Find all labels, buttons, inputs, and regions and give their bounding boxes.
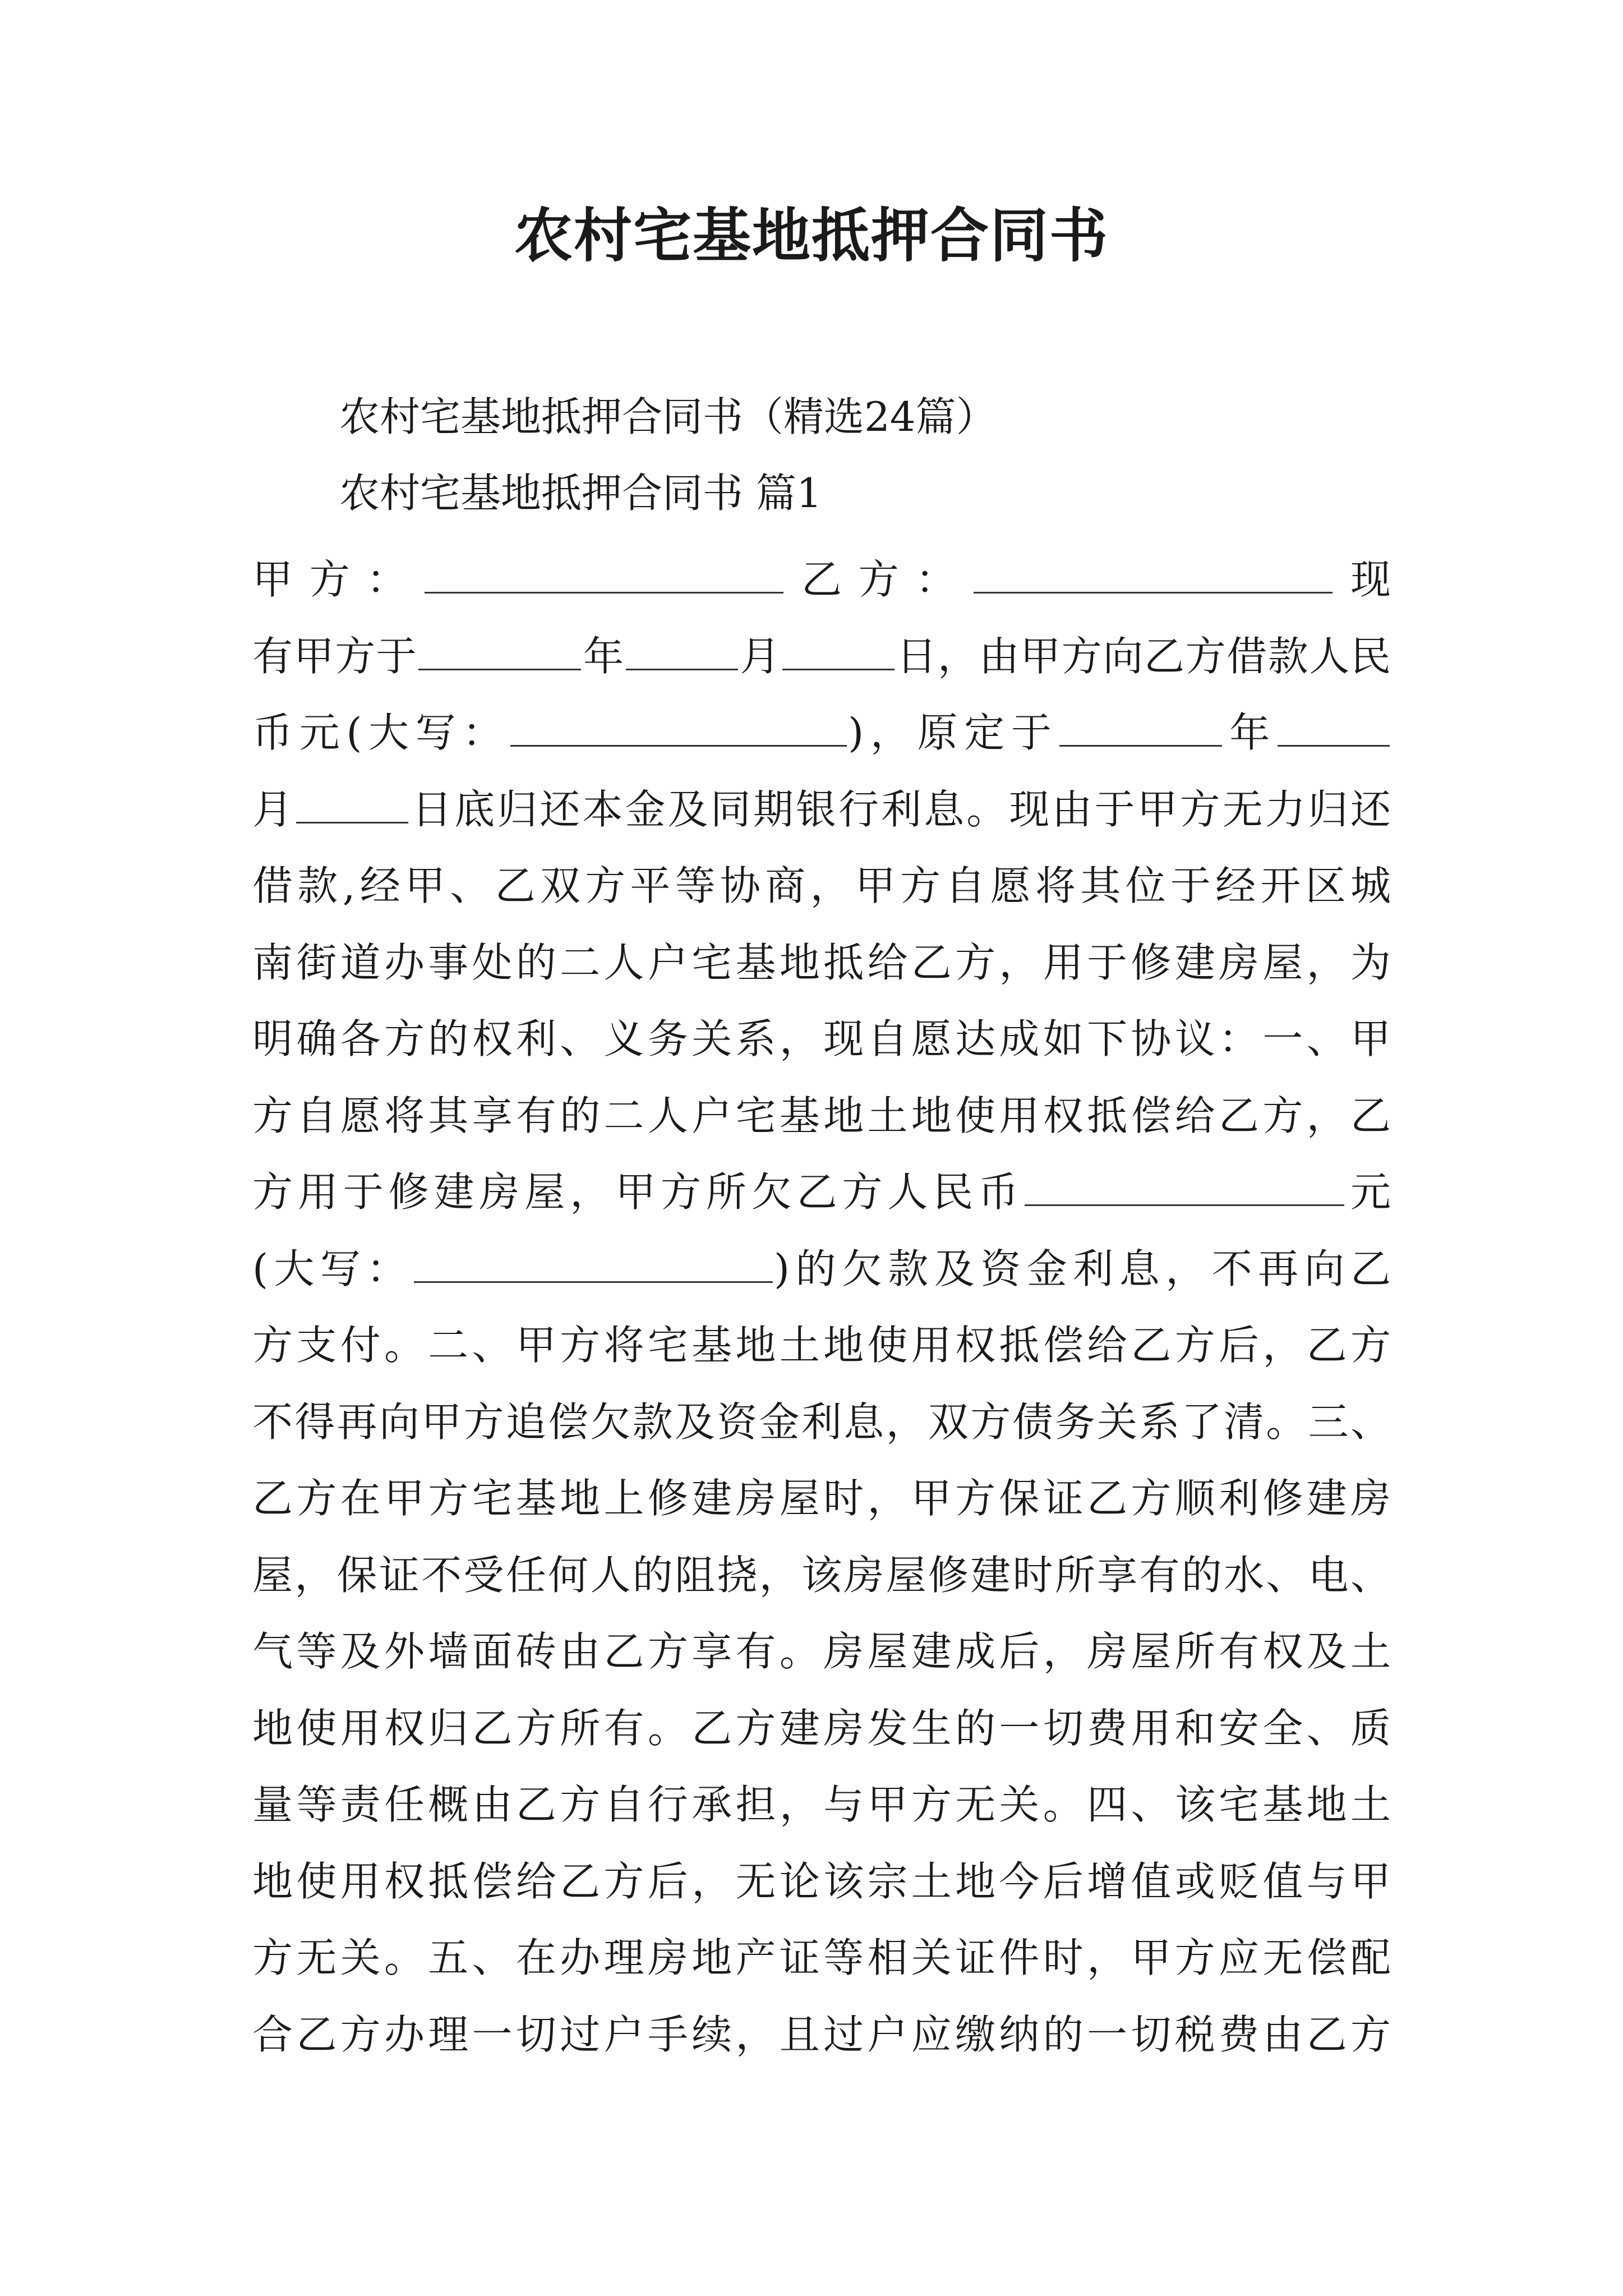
body-line: 方支付。二、甲方将宅基地土地使用权抵偿给乙方后，乙方 bbox=[252, 1322, 1391, 1369]
body-line: 地使用权抵偿给乙方后，无论该宗土地今后增值或贬值与甲 bbox=[252, 1857, 1391, 1905]
body-line: 乙方在甲方宅基地上修建房屋时，甲方保证乙方顺利修建房 bbox=[252, 1475, 1391, 1522]
body-text: 现 bbox=[1334, 556, 1391, 603]
contract-body bbox=[252, 541, 1391, 2073]
body-line bbox=[252, 771, 1391, 848]
body-line: 合乙方办理一切过户手续，且过户应缴纳的一切税费由乙方 bbox=[252, 2010, 1391, 2058]
body-text: (大写： bbox=[252, 1245, 413, 1292]
body-line: 明确各方的权利、义务关系，现自愿达成如下协议：一、甲 bbox=[252, 1015, 1391, 1062]
amount-blank bbox=[1025, 1164, 1344, 1206]
body-text: 月 bbox=[252, 785, 296, 833]
body-text: 元 bbox=[1345, 1168, 1391, 1216]
body-line: 方自愿将其享有的二人户宅基地土地使用权抵偿给乙方，乙 bbox=[252, 1092, 1391, 1139]
amount-in-words-blank bbox=[414, 1241, 773, 1283]
body-line bbox=[252, 541, 1391, 618]
body-text: )的欠款及资金利息，不再向乙 bbox=[773, 1245, 1391, 1292]
year-blank bbox=[1059, 705, 1222, 747]
body-text: 币元(大写： bbox=[252, 709, 510, 756]
body-line: 气等及外墙面砖由乙方享有。房屋建成后，房屋所有权及土 bbox=[252, 1628, 1391, 1675]
body-line: 地使用权归乙方所有。乙方建房发生的一切费用和安全、质 bbox=[252, 1704, 1391, 1752]
day-blank bbox=[296, 781, 408, 823]
body-line bbox=[252, 1231, 1391, 1308]
section-heading: 农村宅基地抵押合同书 篇1 bbox=[339, 470, 822, 517]
party-b-blank bbox=[974, 551, 1332, 593]
body-text: 年 bbox=[1223, 709, 1276, 756]
body-line: 不得再向甲方追偿欠款及资金利息，双方债务关系了清。三、 bbox=[252, 1398, 1391, 1446]
document-subtitle: 农村宅基地抵押合同书（精选24篇） bbox=[339, 393, 997, 440]
party-b-label: 乙方： bbox=[785, 556, 973, 603]
body-line bbox=[252, 694, 1391, 771]
month-blank bbox=[1278, 705, 1390, 747]
body-text: 月 bbox=[739, 632, 781, 680]
month-blank bbox=[626, 628, 738, 670]
body-text: )，原定于 bbox=[848, 709, 1058, 756]
party-a-blank bbox=[425, 551, 783, 593]
body-text: 年 bbox=[582, 632, 625, 680]
document-title: 农村宅基地抵押合同书 bbox=[514, 201, 1109, 270]
year-blank bbox=[418, 628, 581, 670]
body-text: 有甲方于 bbox=[252, 632, 418, 680]
party-a-label: 甲方： bbox=[252, 556, 424, 603]
body-line: 借款,经甲、乙双方平等协商，甲方自愿将其位于经开区城 bbox=[252, 862, 1391, 909]
body-line bbox=[252, 618, 1391, 695]
body-line: 屋，保证不受任何人的阻挠，该房屋修建时所享有的水、电、 bbox=[252, 1551, 1391, 1599]
body-text: 日，由甲方向乙方借款人民 bbox=[895, 632, 1391, 680]
body-line: 方无关。五、在办理房地产证等相关证件时，甲方应无偿配 bbox=[252, 1934, 1391, 1981]
body-text: 方用于修建房屋，甲方所欠乙方人民币 bbox=[252, 1168, 1024, 1216]
body-line bbox=[252, 1154, 1391, 1231]
amount-in-words-blank bbox=[510, 705, 847, 747]
body-line: 南街道办事处的二人户宅基地抵给乙方，用于修建房屋，为 bbox=[252, 938, 1391, 986]
body-line: 量等责任概由乙方自行承担，与甲方无关。四、该宅基地土 bbox=[252, 1781, 1391, 1828]
day-blank bbox=[782, 628, 895, 670]
body-text: 日底归还本金及同期银行利息。现由于甲方无力归还 bbox=[409, 785, 1391, 833]
